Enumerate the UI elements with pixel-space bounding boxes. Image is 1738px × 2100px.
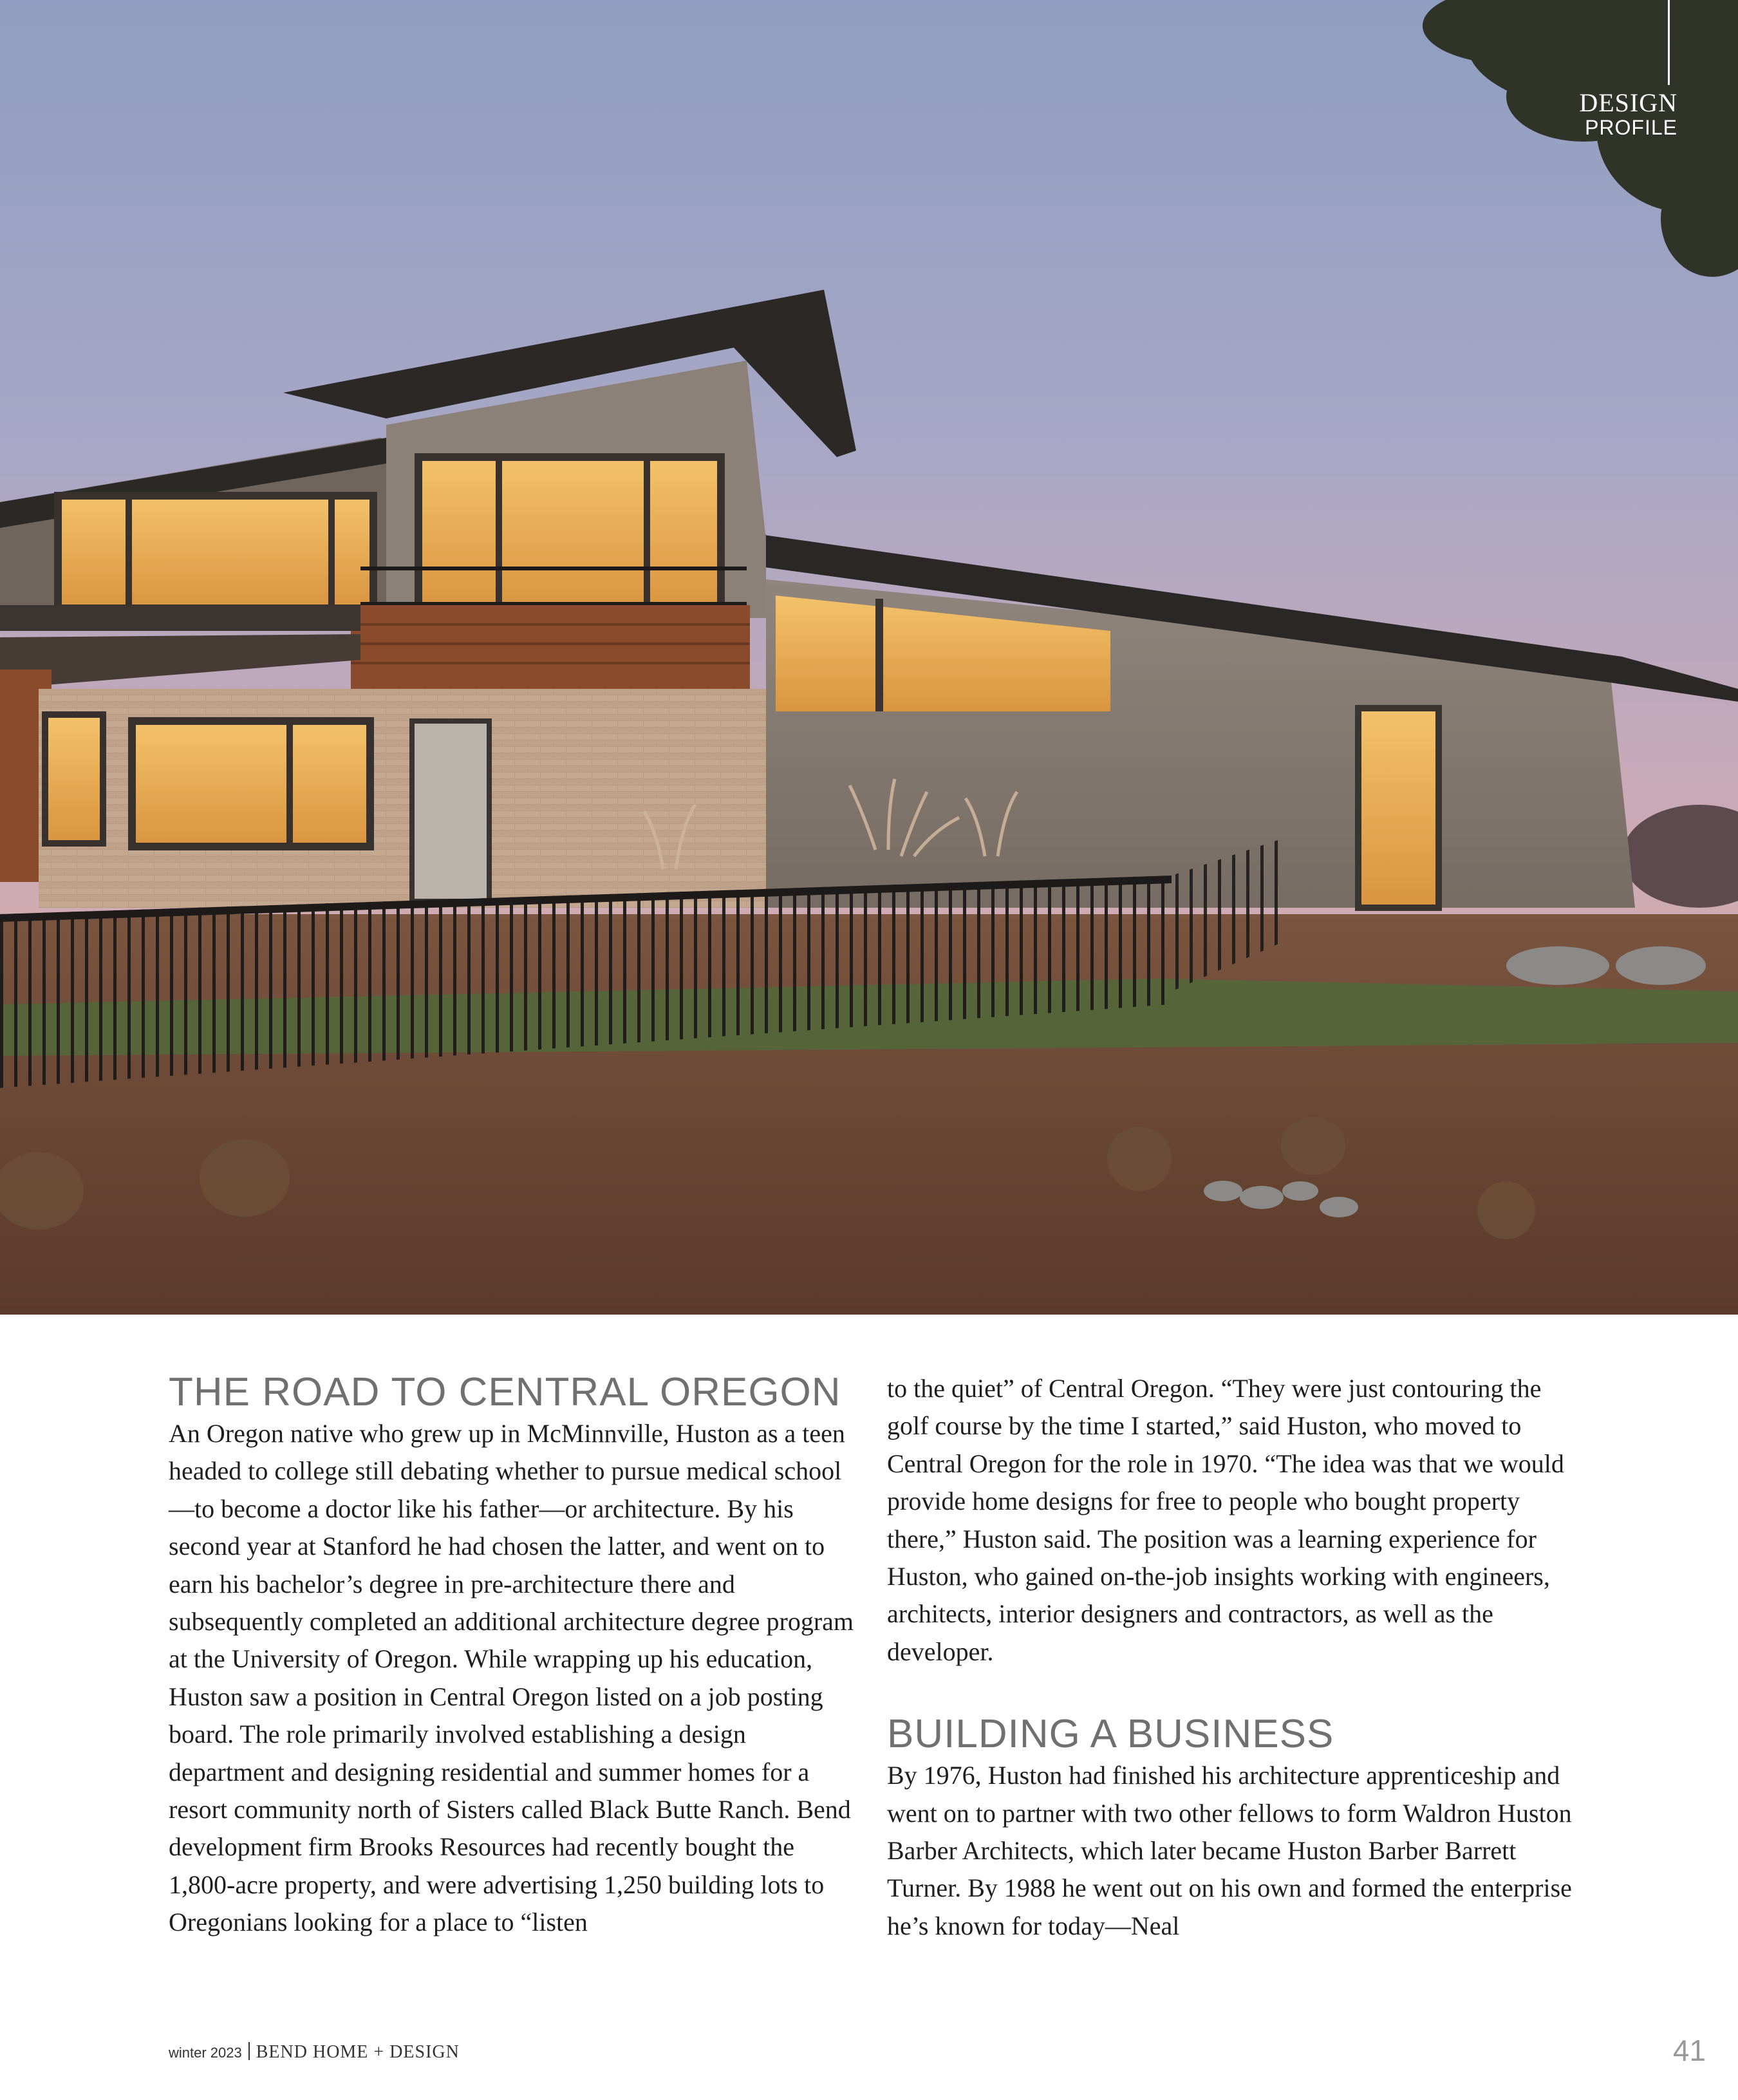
body-paragraph: By 1976, Huston had finished his architecture apprenticeship and went on to partner with two other fellows to form Waldron Huston Barber Architects, which later became Huston Barber Barrett Turner. By 1988 he went out on his own and formed the enterprise he’s known for today—Neal (887, 1761, 1572, 1940)
page-footer (169, 2039, 460, 2063)
subheading-road-to-central-oregon: THE ROAD TO CENTRAL OREGON (169, 1370, 841, 1414)
footer-divider (248, 2042, 250, 2060)
section-badge (1579, 90, 1677, 138)
body-paragraph: to the quiet” of Central Oregon. “They were just contouring the golf course by the time I started,” said Huston, who moved to Central Oregon for the role in 1970. “The idea was that we would provide home designs for free to people who bought property there,” Huston said. The position was a learning experience for Huston, who gained on-the-job insights working with engineers, architects, interior designers and contractors, as well as the developer. (887, 1374, 1564, 1666)
issue-season: winter 2023 (169, 2045, 242, 2061)
body-paragraph: An Oregon native who grew up in McMinnville, Huston as a teen headed to college still debating whether to pursue medical school—to become a doctor like his father—or architecture. By his second year at Stanford he had chosen the latter, and went on to earn his bachelor’s degree in pre-architecture there and subsequently completed an additional architecture degree program at the University of Oregon. While wrapping up his education, Huston saw a position in Central Oregon listed on a job posting board. The role primarily involved establishing a design department and designing residential and summer homes for a resort community north of Sisters called Black Butte Ranch. Bend development firm Brooks Resources had recently bought the 1,800-acre property, and were advertising 1,250 building lots to Oregonians looking for a place to “listen (169, 1419, 854, 1937)
article-column-right (887, 1370, 1576, 1945)
article-column-left (169, 1370, 857, 1942)
subheading-building-a-business: BUILDING A BUSINESS (887, 1712, 1334, 1757)
page-number: 41 (1672, 2034, 1706, 2067)
badge-line-profile: PROFILE (1585, 116, 1677, 139)
badge-line-design: DESIGN (1579, 88, 1677, 117)
magazine-name: BEND HOME + DESIGN (256, 2042, 460, 2062)
badge-rule (1668, 0, 1670, 85)
